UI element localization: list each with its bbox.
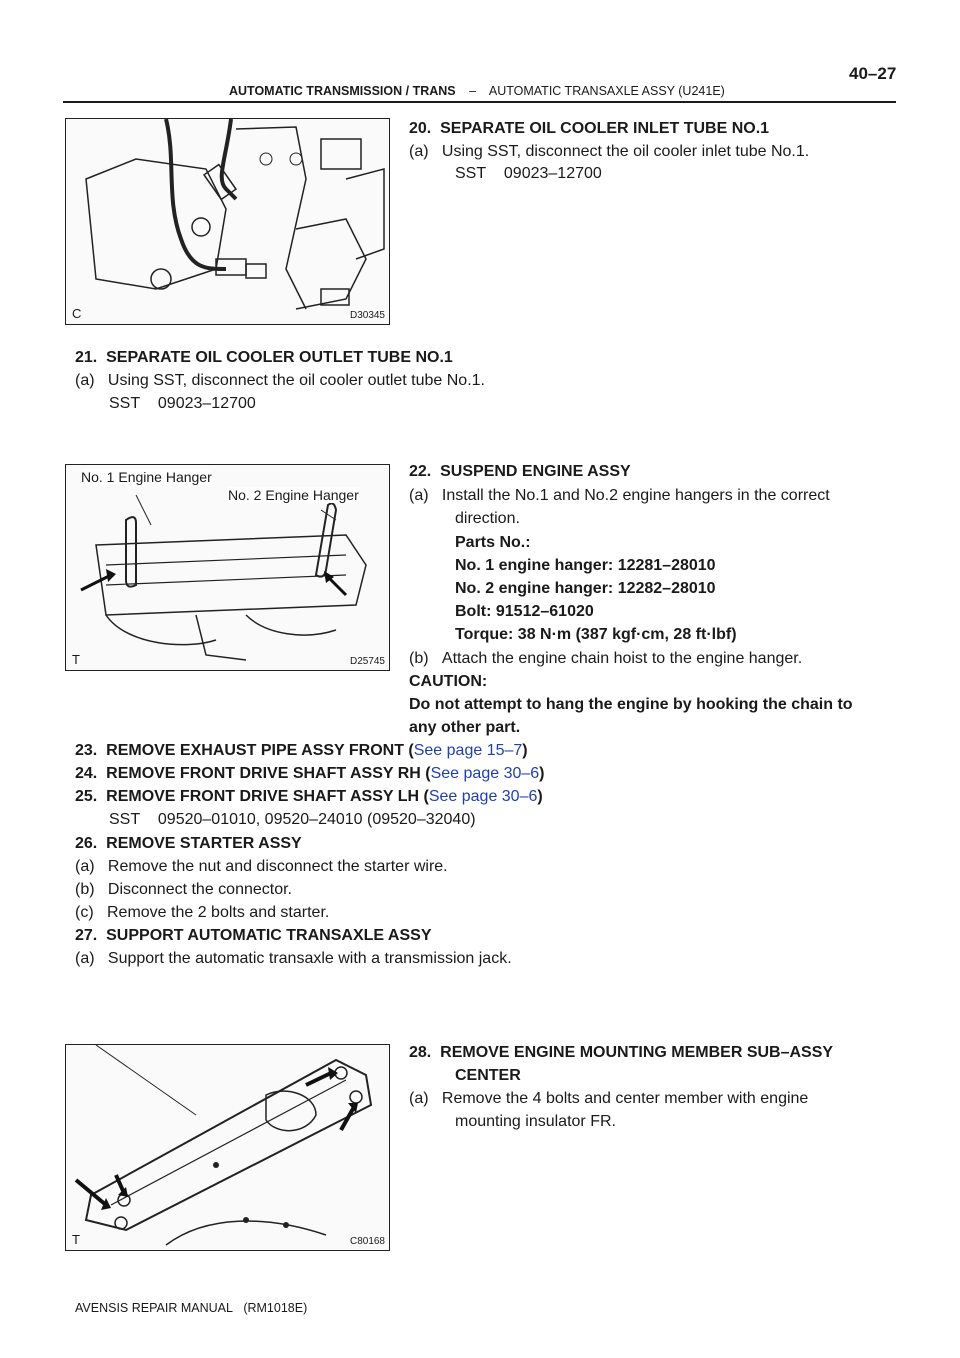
step-28-a2: mounting insulator FR. (455, 1113, 616, 1130)
step-26-b: (b) Disconnect the connector. (75, 881, 292, 898)
header-rule (63, 101, 896, 103)
caution-label: CAUTION: (409, 673, 488, 690)
caution-text-2: any other part. (409, 719, 521, 736)
step-27-title: 27. SUPPORT AUTOMATIC TRANSAXLE ASSY (75, 927, 432, 944)
step-25-text: 25. REMOVE FRONT DRIVE SHAFT ASSY LH ( (75, 788, 429, 805)
step-20-a: (a) Using SST, disconnect the oil cooler inlet tube No.1. (409, 143, 810, 160)
page-number: 40–27 (849, 64, 897, 83)
step-20-sst: SST 09023–12700 (455, 165, 602, 182)
callout-no1-engine-hanger: No. 1 Engine Hanger (81, 469, 212, 485)
figure-engine-mounting-member (65, 1044, 390, 1251)
step-28-title-1: 28. REMOVE ENGINE MOUNTING MEMBER SUB–ASSY (409, 1044, 834, 1061)
step-26-a: (a) Remove the nut and disconnect the starter wire. (75, 858, 448, 875)
oil-cooler-inlet-illustration (66, 119, 389, 324)
step-27-a: (a) Support the automatic transaxle with a transmission jack. (75, 950, 512, 967)
figure-letter: T (72, 652, 80, 667)
step-22-part-1: No. 1 engine hanger: 12281–28010 (455, 557, 716, 574)
step-25-link[interactable]: See page 30–6 (428, 788, 538, 805)
step-23-text: 23. REMOVE EXHAUST PIPE ASSY FRONT ( (75, 742, 414, 759)
step-22-part-2: No. 2 engine hanger: 12282–28010 (455, 580, 716, 597)
step-24-close: ) (539, 765, 545, 782)
step-21-sst: SST 09023–12700 (109, 395, 256, 412)
figure-code: C80168 (349, 1236, 385, 1247)
callout-no2-engine-hanger: No. 2 Engine Hanger (228, 487, 359, 503)
step-23 (75, 740, 528, 762)
running-header (229, 84, 725, 98)
step-22-bolt: Bolt: 91512–61020 (455, 603, 594, 620)
step-25-sst: SST 09520–01010, 09520–24010 (09520–32040) (109, 811, 476, 828)
step-23-close: ) (522, 742, 528, 759)
step-22-torque: Torque: 38 N·m (387 kgf·cm, 28 ft·lbf) (455, 626, 737, 643)
header-section: AUTOMATIC TRANSMISSION / TRANS (229, 84, 456, 98)
step-22-b: (b) Attach the engine chain hoist to the engine hanger. (409, 650, 803, 667)
step-22-a2: direction. (455, 510, 520, 527)
figure-code: D25745 (349, 656, 385, 667)
figure-code: D30345 (349, 310, 385, 321)
step-24 (75, 763, 544, 785)
step-25-close: ) (537, 788, 543, 805)
step-21-a: (a) Using SST, disconnect the oil cooler outlet tube No.1. (75, 372, 485, 389)
figure-letter: T (72, 1232, 80, 1247)
footer-manual-id: AVENSIS REPAIR MANUAL (RM1018E) (75, 1301, 308, 1315)
step-22-a1: (a) Install the No.1 and No.2 engine hangers in the correct (409, 487, 830, 504)
caution-text-1: Do not attempt to hang the engine by hooking the chain to (409, 696, 853, 713)
step-23-link[interactable]: See page 15–7 (413, 742, 523, 759)
step-28-title-2: CENTER (455, 1067, 521, 1084)
step-20-title: 20. SEPARATE OIL COOLER INLET TUBE NO.1 (409, 120, 770, 137)
step-22-parts: Parts No.: (455, 534, 531, 551)
step-26-c: (c) Remove the 2 bolts and starter. (75, 904, 330, 921)
figure-letter: C (72, 306, 82, 321)
header-separator: – (469, 84, 477, 98)
step-26-title: 26. REMOVE STARTER ASSY (75, 835, 302, 852)
step-28-a1: (a) Remove the 4 bolts and center member with engine (409, 1090, 809, 1107)
engine-mounting-member-illustration (66, 1045, 389, 1250)
step-24-link[interactable]: See page 30–6 (430, 765, 540, 782)
header-subsection: AUTOMATIC TRANSAXLE ASSY (U241E) (488, 84, 725, 98)
figure-oil-cooler-inlet (65, 118, 390, 325)
step-22-title: 22. SUSPEND ENGINE ASSY (409, 463, 631, 480)
step-24-text: 24. REMOVE FRONT DRIVE SHAFT ASSY RH ( (75, 765, 431, 782)
step-25 (75, 786, 543, 808)
step-21-title: 21. SEPARATE OIL COOLER OUTLET TUBE NO.1 (75, 349, 453, 366)
figure-engine-hangers (65, 464, 390, 671)
